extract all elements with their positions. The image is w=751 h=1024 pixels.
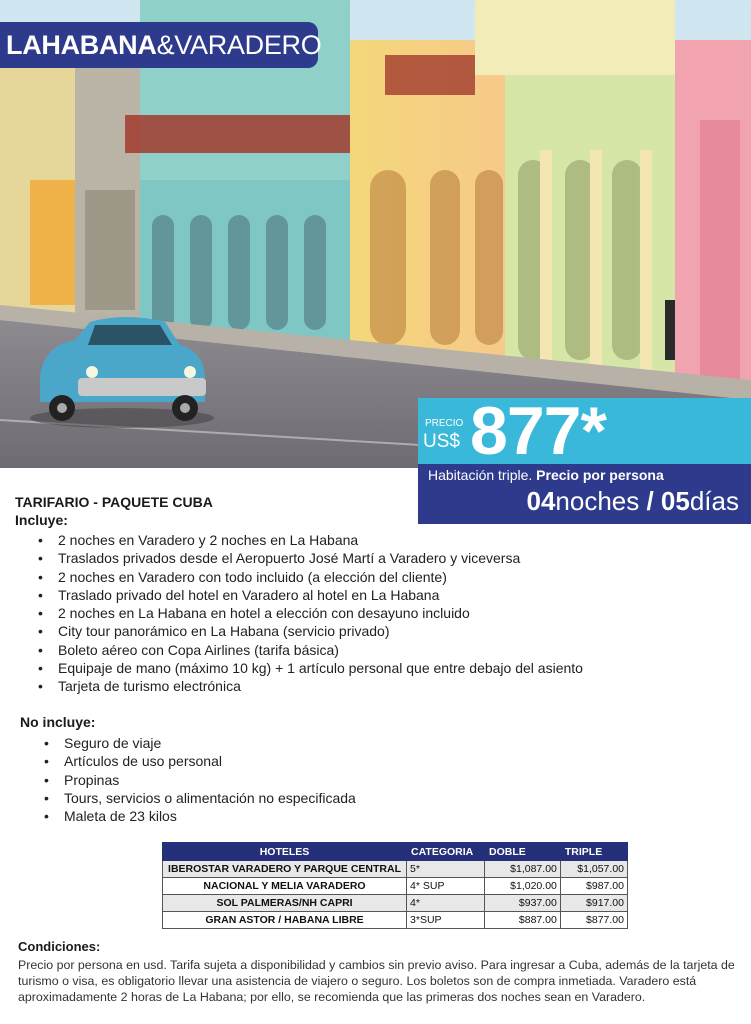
price-triple: $987.00 [560, 878, 627, 895]
nights-word: noches [555, 486, 640, 516]
hotel-name: IBEROSTAR VARADERO Y PARQUE CENTRAL [163, 861, 407, 878]
hotel-category: 4* SUP [407, 878, 485, 895]
excludes-item: • Seguro de viaje [38, 734, 356, 752]
excludes-label: No incluye: [20, 714, 96, 730]
price-triple: $917.00 [560, 895, 627, 912]
excludes-item: • Maleta de 23 kilos [38, 807, 356, 825]
hotel-category: 5* [407, 861, 485, 878]
price-box [418, 393, 751, 524]
includes-item: • Traslado privado del hotel en Varadero al hotel en La Habana [32, 586, 583, 604]
includes-item: • Traslados privados desde el Aeropuerto José Martí a Varadero y viceversa [32, 549, 583, 567]
hotels-price-table [162, 842, 628, 929]
price-label: PRECIO [425, 418, 464, 429]
tarifario-title: TARIFARIO - PAQUETE CUBA [15, 494, 213, 510]
price-subtitle [428, 467, 664, 483]
includes-item: • City tour panorámico en La Habana (servicio privado) [32, 622, 583, 640]
excludes-item: • Propinas [38, 771, 356, 789]
price-currency: US$ [423, 431, 460, 452]
title-part-varadero: &VARADERO [156, 29, 322, 60]
excludes-item: • Artículos de uso personal [38, 752, 356, 770]
title-part-havana: LAHABANA [6, 29, 157, 60]
hotel-category: 4* [407, 895, 485, 912]
excludes-list [38, 734, 356, 825]
price-double: $1,087.00 [485, 861, 561, 878]
includes-item: • Tarjeta de turismo electrónica [32, 677, 583, 695]
includes-item: • 2 noches en Varadero y 2 noches en La Habana [32, 531, 583, 549]
includes-item: • 2 noches en Varadero con todo incluido (a elección del cliente) [32, 568, 583, 586]
includes-item: • Equipaje de mano (máximo 10 kg) + 1 artículo personal que entre debajo del asiento [32, 659, 583, 677]
destination-title-banner [0, 22, 322, 68]
includes-list [32, 531, 583, 696]
duration-separator: / [639, 486, 661, 516]
price-triple: $877.00 [560, 912, 627, 929]
col-header-category: CATEGORIA [407, 843, 485, 861]
nights-number: 04 [526, 486, 556, 516]
price-double: $937.00 [485, 895, 561, 912]
col-header-double: DOBLE [485, 843, 561, 861]
room-type: Habitación triple. [428, 467, 533, 483]
duration [526, 486, 739, 517]
conditions-title: Condiciones: [18, 939, 101, 954]
col-header-triple: TRIPLE [560, 843, 627, 861]
hotel-category: 3*SUP [407, 912, 485, 929]
hotel-name: NACIONAL Y MELIA VARADERO [163, 878, 407, 895]
price-triple: $1,057.00 [560, 861, 627, 878]
conditions-text: Precio por persona en usd. Tarifa sujeta a disponibilidad y cambios sin previo aviso. Para ingresar a Cuba, además de la tarjeta de turismo o visa, es obligatorio llevar una asistencia de viajero o seguro. Los boletos son de compra inmetiada. Varadero está aproximadamente 2 horas de La Habana; por ello, se recomienda que las primeras dos noches sean en Varadero. [18, 958, 735, 1005]
price-amount: 877* [470, 393, 606, 469]
includes-item: • Boleto aéreo con Copa Airlines (tarifa básica) [32, 641, 583, 659]
hotel-name: SOL PALMERAS/NH CAPRI [163, 895, 407, 912]
table-header-row [163, 843, 628, 861]
table-row [163, 878, 628, 895]
price-double: $887.00 [485, 912, 561, 929]
col-header-hotels: HOTELES [163, 843, 407, 861]
per-person-note: Precio por persona [532, 467, 664, 483]
days-number: 05 [660, 486, 690, 516]
table-row [163, 912, 628, 929]
hotel-name: GRAN ASTOR / HABANA LIBRE [163, 912, 407, 929]
days-word: días [689, 486, 739, 516]
includes-label: Incluye: [15, 512, 68, 528]
excludes-item: • Tours, servicios o alimentación no especificada [38, 789, 356, 807]
includes-item: • 2 noches en La Habana en hotel a elección con desayuno incluido [32, 604, 583, 622]
table-row [163, 861, 628, 878]
table-row [163, 895, 628, 912]
price-double: $1,020.00 [485, 878, 561, 895]
